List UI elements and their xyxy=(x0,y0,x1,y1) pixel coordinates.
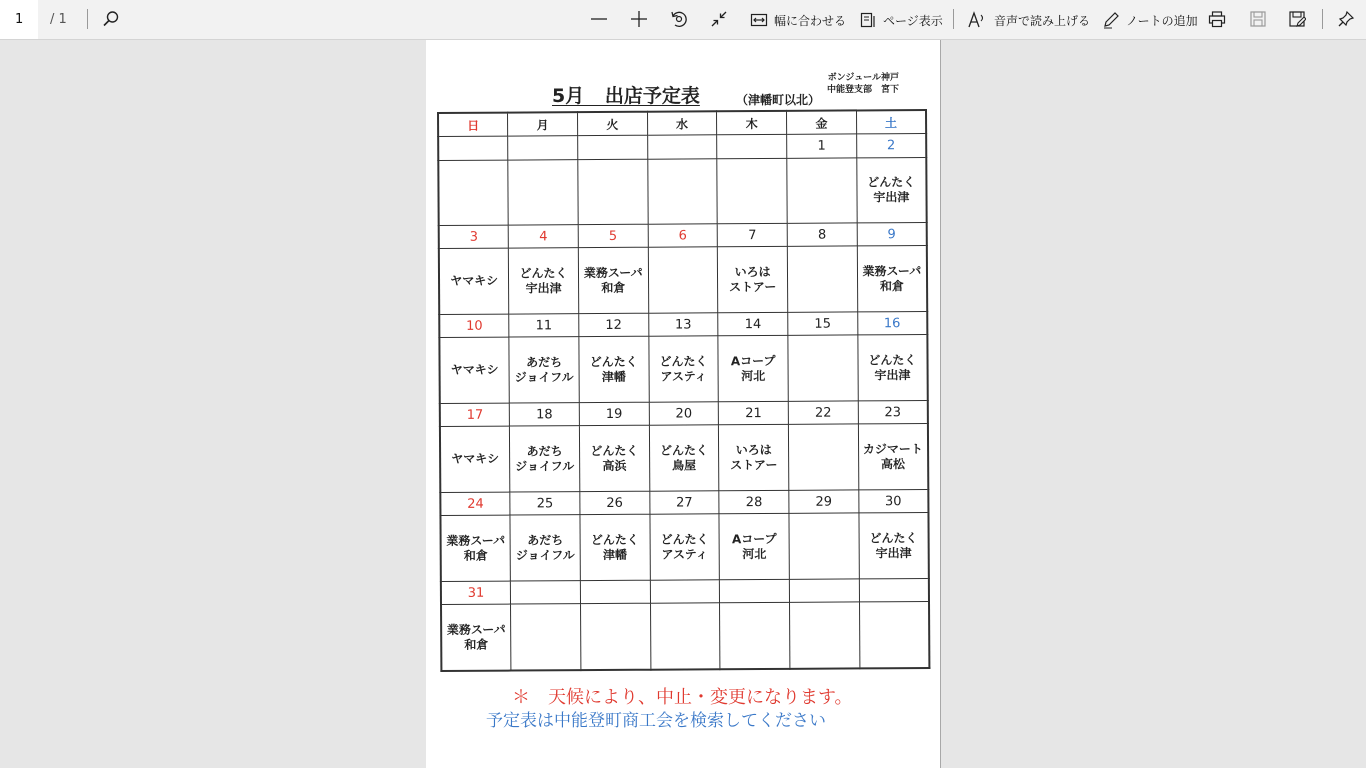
store-cell xyxy=(649,425,719,491)
date-cell: 27 xyxy=(649,491,719,515)
date-cell xyxy=(508,136,578,160)
schedule-title: 5月 出店予定表 xyxy=(552,85,700,107)
store-name-line: どんたく xyxy=(659,354,708,369)
date-cell xyxy=(650,580,720,604)
date-cell: 26 xyxy=(580,491,650,515)
store-cell xyxy=(509,248,579,314)
store-cell xyxy=(719,514,789,580)
store-cell xyxy=(647,158,717,224)
store-cell xyxy=(788,335,858,401)
store-name-line: 業務スーパ xyxy=(862,263,922,279)
date-cell xyxy=(720,579,790,603)
store-cell xyxy=(578,159,648,225)
date-row xyxy=(439,223,927,249)
date-cell: 1 xyxy=(787,134,857,158)
save-as-icon[interactable] xyxy=(1287,9,1307,29)
zoom-in-icon[interactable] xyxy=(629,9,649,29)
date-cell: 4 xyxy=(508,225,578,249)
store-name-line: 津幡 xyxy=(602,547,628,562)
store-name-line: どんたく xyxy=(659,443,709,458)
store-cell xyxy=(650,514,720,580)
store-name-line: Aコープ xyxy=(730,353,776,368)
store-name-line: あだち xyxy=(526,354,563,370)
store-cell xyxy=(439,249,509,315)
weekday-header: 木 xyxy=(717,111,787,135)
date-cell: 22 xyxy=(788,401,858,425)
date-cell: 14 xyxy=(718,313,788,337)
toolbar-separator xyxy=(953,9,954,29)
document-viewer[interactable] xyxy=(0,40,1366,768)
store-cell xyxy=(858,335,928,401)
read-aloud-icon xyxy=(968,11,988,29)
page-view-label: ページ表示 xyxy=(883,13,943,28)
search-icon[interactable] xyxy=(101,9,121,29)
store-name-line: どんたく xyxy=(867,174,916,190)
store-name-line: 河北 xyxy=(741,368,766,383)
page-current[interactable]: 1 xyxy=(15,12,24,27)
org-line-2: 中能登支部 宮下 xyxy=(826,85,899,95)
store-name-line: アスティ xyxy=(660,369,707,384)
store-cell xyxy=(859,602,929,669)
add-notes-label: ノートの追加 xyxy=(1126,13,1198,28)
date-cell: 29 xyxy=(789,490,859,514)
page-view-icon xyxy=(859,11,877,29)
weekday-header: 日 xyxy=(438,113,508,137)
date-row xyxy=(440,490,928,516)
date-row xyxy=(439,312,927,338)
weather-notice: ＊ 天候により、中止・変更になります。 xyxy=(512,687,853,708)
store-name-line: あだち xyxy=(527,532,564,548)
store-name-line: どんたく xyxy=(868,352,917,368)
store-cell xyxy=(648,247,718,313)
date-cell: 5 xyxy=(578,224,648,248)
pdf-page xyxy=(426,40,941,768)
store-name-line: いろは xyxy=(735,442,772,457)
zoom-out-icon[interactable] xyxy=(589,9,609,29)
date-cell: 23 xyxy=(858,401,928,425)
store-cell xyxy=(579,426,649,492)
store-cell xyxy=(578,248,648,314)
store-row xyxy=(439,335,927,404)
calendar-table xyxy=(437,109,930,672)
store-cell xyxy=(508,159,578,225)
date-cell: 24 xyxy=(440,492,510,516)
store-name-line: 業務スーパ xyxy=(446,533,506,548)
store-name-line: 業務スーパ xyxy=(583,265,643,280)
fit-page-icon[interactable] xyxy=(709,9,729,29)
store-name-line: ストアー xyxy=(730,457,778,472)
store-name-line: 河北 xyxy=(742,546,767,561)
store-name-line: ジョイフル xyxy=(515,547,575,563)
date-cell xyxy=(511,581,581,605)
store-cell xyxy=(510,515,580,581)
store-cell xyxy=(859,513,929,579)
store-name-line: ジョイフル xyxy=(514,369,574,385)
page-view-button[interactable] xyxy=(859,8,943,32)
add-notes-button[interactable] xyxy=(1102,8,1198,32)
weekday-header-row xyxy=(438,110,926,137)
store-name-line: どんたく xyxy=(590,443,639,458)
store-name-line: ヤマキシ xyxy=(450,273,499,289)
store-cell xyxy=(857,246,927,312)
search-notice: 予定表は中能登町商工会を検索してください xyxy=(486,711,826,731)
store-cell xyxy=(719,425,789,491)
store-name-line: 宇出津 xyxy=(873,189,910,205)
date-cell: 12 xyxy=(579,313,649,337)
date-cell: 20 xyxy=(649,402,719,426)
store-name-line: ヤマキシ xyxy=(451,451,500,467)
store-cell xyxy=(648,336,718,402)
store-row xyxy=(439,246,927,315)
fit-width-label: 幅に合わせる xyxy=(774,13,847,28)
date-cell: 28 xyxy=(719,490,789,514)
store-name-line: 和倉 xyxy=(463,548,488,563)
date-row xyxy=(438,134,926,160)
store-cell xyxy=(580,515,650,581)
read-aloud-label: 音声で読み上げる xyxy=(994,13,1091,28)
store-name-line: 宇出津 xyxy=(875,545,912,560)
weekday-header: 金 xyxy=(787,110,857,134)
store-name-line: 和倉 xyxy=(601,280,626,295)
store-cell xyxy=(858,424,928,490)
store-name-line: 高松 xyxy=(880,456,906,471)
organization-info xyxy=(823,72,899,96)
date-cell xyxy=(717,135,787,159)
date-cell xyxy=(789,579,859,603)
store-name-line: カジマート xyxy=(862,441,923,457)
date-cell: 17 xyxy=(440,403,510,427)
store-name-line: 和倉 xyxy=(464,637,489,652)
date-cell xyxy=(647,135,717,159)
date-cell: 19 xyxy=(579,402,649,426)
date-cell: 3 xyxy=(439,225,509,249)
org-line-1: ボンジュール神戸 xyxy=(827,73,899,83)
store-cell xyxy=(790,602,860,669)
store-cell xyxy=(438,160,508,226)
store-name-line: 鳥屋 xyxy=(672,458,697,473)
store-cell xyxy=(441,604,511,671)
date-cell: 16 xyxy=(857,312,927,336)
store-name-line: いろは xyxy=(734,264,771,279)
store-name-line: どんたく xyxy=(589,354,638,369)
date-cell: 18 xyxy=(509,403,579,427)
store-cell xyxy=(857,157,927,223)
save-icon[interactable] xyxy=(1248,9,1268,29)
date-cell: 8 xyxy=(787,223,857,247)
fit-width-button[interactable] xyxy=(750,8,846,32)
date-cell: 7 xyxy=(718,224,788,248)
rotate-icon[interactable] xyxy=(669,9,689,29)
toolbar-separator xyxy=(87,9,88,29)
page-total: / 1 xyxy=(50,12,67,27)
store-row xyxy=(441,602,929,671)
store-row xyxy=(440,424,928,493)
store-name-line: 和倉 xyxy=(879,278,904,294)
date-cell xyxy=(438,136,508,160)
store-name-line: どんたく xyxy=(519,266,568,281)
store-row xyxy=(440,513,928,582)
store-name-line: どんたく xyxy=(660,532,709,547)
weekday-header: 土 xyxy=(856,110,926,134)
schedule-calendar xyxy=(437,109,930,672)
toolbar xyxy=(0,0,1366,40)
store-name-line: ヤマキシ xyxy=(450,362,499,378)
date-cell: 30 xyxy=(859,490,929,514)
fit-width-icon xyxy=(750,11,768,29)
store-name-line: ストアー xyxy=(729,279,777,295)
date-row xyxy=(440,401,928,427)
store-cell xyxy=(440,515,510,581)
store-cell xyxy=(787,157,857,223)
store-cell xyxy=(717,158,787,224)
add-notes-icon xyxy=(1102,11,1120,29)
store-cell xyxy=(579,337,649,403)
store-cell xyxy=(511,604,581,671)
store-name-line: 宇出津 xyxy=(525,281,562,296)
date-cell: 15 xyxy=(788,312,858,336)
store-name-line: 津幡 xyxy=(601,369,626,384)
store-cell xyxy=(787,246,857,312)
date-cell: 6 xyxy=(648,224,718,248)
store-cell xyxy=(720,603,790,670)
weekday-header: 水 xyxy=(647,111,717,135)
store-name-line: 宇出津 xyxy=(874,367,911,383)
store-name-line: Aコープ xyxy=(731,531,777,546)
date-cell xyxy=(580,580,650,604)
store-row xyxy=(438,157,926,226)
date-cell: 2 xyxy=(856,134,926,158)
store-cell xyxy=(509,337,579,403)
weekday-header: 火 xyxy=(577,112,647,136)
page-number-input[interactable] xyxy=(0,0,38,39)
store-name-line: 業務スーパ xyxy=(446,622,506,637)
store-cell xyxy=(789,513,859,579)
pin-icon[interactable] xyxy=(1336,9,1356,29)
store-cell xyxy=(580,603,650,670)
store-name-line: どんたく xyxy=(590,532,639,547)
date-cell: 25 xyxy=(510,492,580,516)
date-cell: 11 xyxy=(509,314,579,338)
store-cell xyxy=(788,424,858,490)
date-cell: 9 xyxy=(857,223,927,247)
store-name-line: あだち xyxy=(526,443,563,459)
schedule-subtitle: （津幡町以北） xyxy=(736,93,821,107)
date-row xyxy=(441,579,929,605)
store-cell xyxy=(510,426,580,492)
date-cell xyxy=(859,579,929,603)
date-cell: 10 xyxy=(439,314,509,338)
store-name-line: どんたく xyxy=(869,530,918,546)
date-cell: 21 xyxy=(719,401,789,425)
read-aloud-button[interactable] xyxy=(968,8,1090,32)
date-cell: 31 xyxy=(441,581,511,605)
store-cell xyxy=(439,337,509,403)
store-name-line: 高浜 xyxy=(602,458,627,473)
store-cell xyxy=(440,426,510,492)
weekday-header: 月 xyxy=(508,112,578,136)
date-cell xyxy=(578,135,648,159)
store-name-line: アスティ xyxy=(661,547,708,562)
store-name-line: ジョイフル xyxy=(515,458,575,474)
print-icon[interactable] xyxy=(1207,9,1227,29)
store-cell xyxy=(650,603,720,670)
toolbar-separator xyxy=(1322,9,1323,29)
store-cell xyxy=(718,336,788,402)
date-cell: 13 xyxy=(648,313,718,337)
store-cell xyxy=(718,247,788,313)
